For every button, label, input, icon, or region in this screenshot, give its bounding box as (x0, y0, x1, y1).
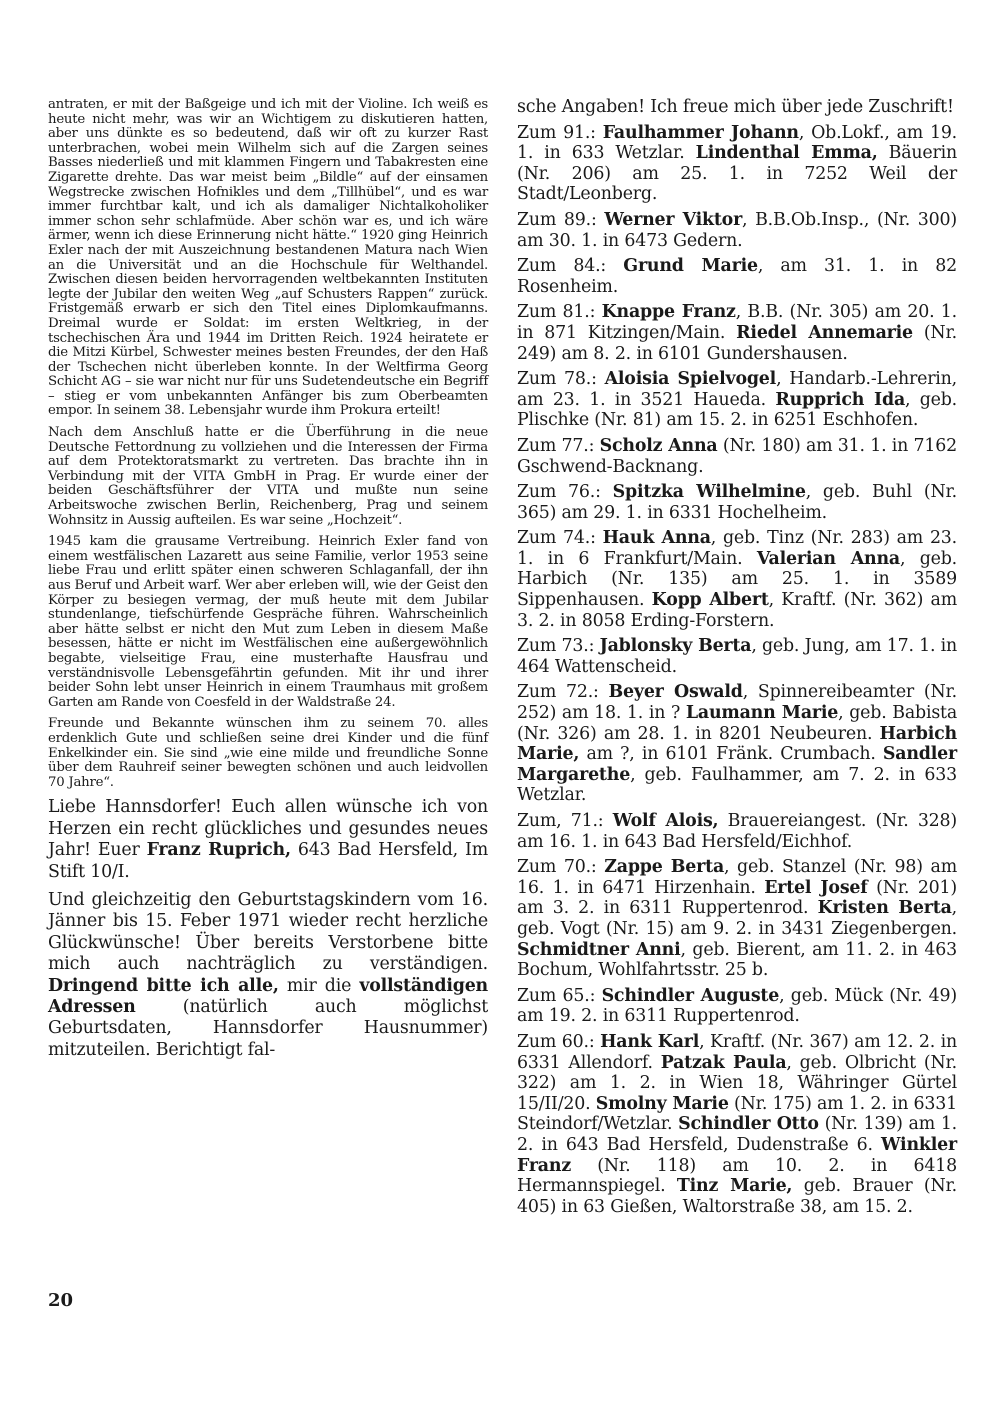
text-run: , geb. Faulhammer, am 7. 2. in 633 Wetzlar. (517, 764, 957, 806)
person-name: Faulhammer Johann (602, 122, 799, 143)
person-name: Lindenthal Emma, (695, 143, 878, 164)
text-run: Zum 60.: (517, 1031, 601, 1052)
person-name: Kristen Berta (817, 898, 952, 919)
text-run: Zum 76.: (517, 482, 613, 503)
person-name: Knappe Franz (601, 302, 736, 323)
text-run: Zum 72.: (517, 682, 609, 703)
text-run: Zum 74.: (517, 528, 603, 549)
text-run: , geb. Vogt (Nr. 15) am 9. 2. in 3431 Ziegenbergen. (517, 898, 957, 939)
birthday-entry (517, 482, 957, 523)
text-run: (Nr. 175) am 1. 2. in 6331 Steindorf/Wetzlar. (517, 1093, 957, 1135)
text-run: , geb. Mück (Nr. 49) am 19. 2. in 6311 Ruppertenrod. (517, 985, 957, 1027)
person-name: Rupprich Ida (775, 389, 906, 410)
text-run: , am 31. 1. in 82 Rosenheim. (517, 256, 957, 297)
person-name: Jablonsky Berta (599, 636, 752, 657)
paragraph: antraten, er mit der Baßgeige und ich mit der Violine. Ich weiß es heute nicht mehr, was wir an Wichtigem zu diskutieren hatten, aber uns dünkte es so bedeutend, daß wir oft zu kurzer Rast unterbrachen, wobei mein Wilhelm sich auf die Zargen seines Basses niederließ und mit klammen Fingern und Tabakresten eine Zigarette drehte. Das war meist beim „Bildle“ auf der einsamen Wegstrecke zwischen Hofnikles und dem „Tillhübel“, und es war immer furchtbar kalt, und ich als damaliger Nichtalkoholiker immer schon sehr schlafmüde. Aber schön war es, und ich wäre ärmer, wenn ich diese Erinnerung nicht hätte.“ 1920 ging Heinrich Exler nach der mit Auszeichnung bestandenen Matura nach Wien an die Universität und an die Hochschule für Welthandel. Zwischen diesen beiden hervorragenden weltbekannten Instituten legte der Jubilar den weiten Weg „auf Schusters Rappen“ zurück. Fristgemäß erwarb er sich den Titel eines Diplomkaufmanns. Dreimal wurde er Soldat: im ersten Weltkrieg, in der tschechischen Ära und 1944 im Dritten Reich. 1924 heiratete er die Mitzi Kürbel, Schwester meines besten Freundes, der den Haß der Tschechen nicht überleben konnte. In der Weltfirma Georg Schicht AG – sie war nicht nur für uns Sudetendeutsche ein Begriff – stieg er vom unbekannten Anfänger bis zum Oberbeamten empor. In seinem 38. Lebensjahr wurde ihm Prokura erteilt! (48, 97, 488, 419)
text-run: , B.B.Ob.Insp., (Nr. 300) am 30. 1. in 6473 Gedern. (517, 209, 957, 251)
text-run: Zum 73.: (517, 636, 600, 657)
paragraph: Nach dem Anschluß hatte er die Überführung in die neue Deutsche Fettordnung zu vollziehen und die Interessen der Firma auf dem Protektoratsmarkt zu vertreten. Das brachte ihn in Verbindung mit der VITA GmbH in Prag. Er wurde einer der beiden Geschäftsführer der VITA und mußte nun seine Arbeitswoche zwischen Berlin, Reichenberg, Prag und seinem Wohnsitz in Aussig aufteilen. Es war seine „Hochzeit“. (48, 425, 488, 528)
birthday-entry (517, 210, 957, 251)
birthday-entry (517, 857, 957, 981)
text-run: Zum 84.: (517, 256, 624, 277)
text-run: Zum 81.: (517, 302, 602, 323)
person-name: Wolf Alois, (612, 811, 719, 831)
text-run: (Nr. 201) am 3. 2. in 6311 Ruppertenrod. (517, 877, 957, 919)
person-name: Aloisia Spielvogel (604, 369, 777, 390)
person-name: Spitzka Wilhelmine (612, 482, 806, 503)
birthday-entry (517, 811, 957, 852)
birthday-entry (517, 636, 957, 677)
text-run: Und gleichzeitig den Geburtstagskindern vom 16. Jänner bis 15. Feber 1971 wieder recht herzliche Glückwünsche! Über bereits Verstorbene bitte mich auch nachträglich zu verständigen. (48, 889, 488, 975)
person-name: Scholz Anna (599, 435, 718, 456)
text-run: Zum 89.: (517, 209, 605, 230)
person-name: Zappe Berta (604, 857, 725, 878)
person-name: Valerian Anna (756, 548, 900, 569)
text-run: 643 Bad Hersfeld, Im Stift 10/I. (48, 840, 488, 882)
birthday-entry (517, 1032, 957, 1217)
text-run: , geb. Olbricht (Nr. 322) am 1. 2. in Wien 18, Währinger Gürtel 15/II/20. (517, 1052, 958, 1114)
text-run: sche Angaben! Ich freue mich über jede Zuschrift! (517, 97, 954, 117)
left-column (48, 98, 488, 1068)
birthday-intro-paragraph (48, 890, 488, 1061)
birthday-entry (517, 682, 957, 806)
article-small-text (48, 98, 488, 790)
person-name: Hank Karl (600, 1031, 700, 1052)
text-run: , Ob.Lokf., am 19. 1. in 633 Wetzlar. (517, 122, 958, 164)
person-name: Riedel Annemarie (736, 322, 913, 343)
text-run: , geb. Babista (Nr. 326) am 28. 1. in 8201 Neubeuren. (517, 703, 957, 744)
text-run: , geb. Buhl (Nr. 365) am 29. 1. in 6331 Hochelheim. (517, 482, 958, 523)
person-name: Winkler Franz (517, 1134, 957, 1176)
person-name: Werner Viktor (604, 209, 743, 230)
person-name: Ertel Josef (764, 877, 868, 898)
text-run: (Nr. 139) am 1. 2. in 643 Bad Hersfeld, Dudenstraße 6. (517, 1114, 958, 1155)
page-number: 20 (48, 1290, 74, 1311)
text-run: , geb. Plischke (Nr. 81) am 15. 2. in 6251 Eschhofen. (517, 389, 957, 431)
person-name: Harbich Marie, (517, 723, 957, 765)
text-run: , Spinnereibeamter (Nr. 252) am 18. 1. in ? (517, 682, 958, 724)
person-name: Laumann Marie (685, 703, 839, 724)
text-run: Zum 70.: (517, 857, 605, 878)
birthday-entry (517, 436, 957, 477)
text-run: Bäuerin (Nr. 206) am 25. 1. in 7252 Weil der Stadt/Leonberg. (517, 143, 957, 205)
text-run: geb. Brauer (Nr. 405) in 63 Gießen, Waltorstraße 38, am 15. 2. (517, 1176, 958, 1217)
person-name: Sandler Margarethe (517, 744, 957, 785)
person-name: Schindler Auguste (601, 985, 780, 1006)
birthday-entry (517, 369, 957, 431)
paragraph: 1945 kam die grausame Vertreibung. Heinrich Exler fand von einem westfälischen Lazarett aus seine Familie, verlor 1953 seine liebe Frau und erlitt später einen schweren Schlaganfall, der ihn aus Beruf und Arbeit warf. Wer aber erleben will, wie der Geist den Körper zu besiegen vermag, der muß heute mit dem Jubilar stundenlange, tiefschürfende Gespräche führen. Wahrscheinlich aber hätte selbst er nicht den Mut zum Leben in diesem Maße besessen, hätte er nicht im Westfälischen eine außergewöhnlich begabte, vielseitige Frau, eine musterhafte Hausfrau und verständnisvolle Lebensgefährtin gefunden. Mit ihr und ihrer beider Sohn lebt unser Heinrich in einem Traumhaus mit großem Garten am Rande von Coesfeld in der Waldstraße 24. (48, 534, 488, 710)
text-run: Zum 91.: (517, 122, 603, 143)
text-run: , geb. Tinz (Nr. 283) am 23. 1. in 6 Frankfurt/Main. (517, 528, 957, 569)
text-run: Zum 78.: (517, 369, 605, 390)
greeting-text (48, 797, 488, 1061)
text-run: , geb. Jung, am 17. 1. in 464 Wattenscheid. (517, 636, 958, 677)
birthday-list-column (517, 97, 957, 1222)
birthday-entry (517, 123, 957, 205)
text-run: , geb. Harbich (Nr. 135) am 25. 1. in 3589 Sippenhausen. (517, 548, 957, 611)
greeting-paragraph (48, 797, 488, 883)
birthday-entry (517, 302, 957, 364)
person-name: Patzak Paula (660, 1052, 787, 1073)
text-run: (Nr. 118) am 10. 2. in 6418 Hermannspiegel. (517, 1155, 957, 1197)
birthday-entry (517, 256, 957, 297)
birthday-entry (517, 528, 957, 631)
text-run: , Handarb.-Lehrerin, am 23. 1. in 3521 Haueda. (517, 369, 957, 410)
text-run: Brauereiangest. (Nr. 328) am 16. 1. in 643 Bad Hersfeld/Eichhof. (517, 811, 957, 852)
text-run: Zum, 71.: (517, 811, 613, 831)
text-run: , B.B. (Nr. 305) am 20. 1. in 871 Kitzingen/Main. (517, 302, 957, 343)
person-name: Hauk Anna (602, 528, 711, 549)
person-name: Schmidtner Anni (517, 939, 681, 960)
person-name: Kopp Albert (651, 590, 769, 611)
text-run: mir die (278, 975, 360, 996)
paragraph: Freunde und Bekannte wünschen ihm zu seinem 70. alles erdenklich Gute und schließen seine drei Kinder und die fünf Enkelkinder ein. Sie sind „wie eine milde und freundliche Sonne über dem Rauhreif seiner bewegten schönen und auch leidvollen 70 Jahre“. (48, 716, 488, 790)
birthday-entry (517, 97, 957, 118)
text-run: , geb. Bierent, am 11. 2. in 463 Bochum, Wohlfahrtsstr. 25 b. (517, 939, 957, 981)
author-name: Franz Ruprich, (146, 840, 291, 861)
person-name: Schindler Otto (678, 1114, 819, 1135)
person-name: Smolny Marie (595, 1093, 729, 1114)
bold-run: vollständigen Adressen (48, 975, 488, 1017)
bold-run: Dringend bitte ich alle, (48, 975, 279, 996)
person-name: Beyer Oswald (608, 682, 743, 703)
text-run: Zum 77.: (517, 435, 600, 456)
person-name: Tinz Marie, (676, 1176, 793, 1197)
text-run: , geb. Stanzel (Nr. 98) am 16. 1. in 6471 Hirzenhain. (517, 857, 958, 898)
birthday-entry (517, 986, 957, 1027)
text-run: , Kraftf. (Nr. 362) am 3. 2. in 8058 Erding-Forstern. (517, 590, 957, 631)
person-name: Grund Marie (623, 256, 758, 277)
text-run: (Nr. 249) am 8. 2. in 6101 Gundershausen. (517, 322, 957, 364)
text-run: , Kraftf. (Nr. 367) am 12. 2. in 6331 Allendorf. (517, 1031, 958, 1073)
text-run: Zum 65.: (517, 985, 602, 1006)
text-run: (natürlich auch möglichst Geburtsdaten, Hannsdorfer Hausnummer) mitzuteilen. Berichtigt fal- (48, 996, 488, 1060)
text-run: Liebe Hannsdorfer! Euch allen wünsche ich von Herzen ein recht glückliches und gesundes neues Jahr! Euer (48, 797, 488, 861)
text-run: am ?, in 6101 Fränk. Crumbach. (579, 744, 883, 765)
text-run: (Nr. 180) am 31. 1. in 7162 Gschwend-Backnang. (517, 435, 958, 477)
